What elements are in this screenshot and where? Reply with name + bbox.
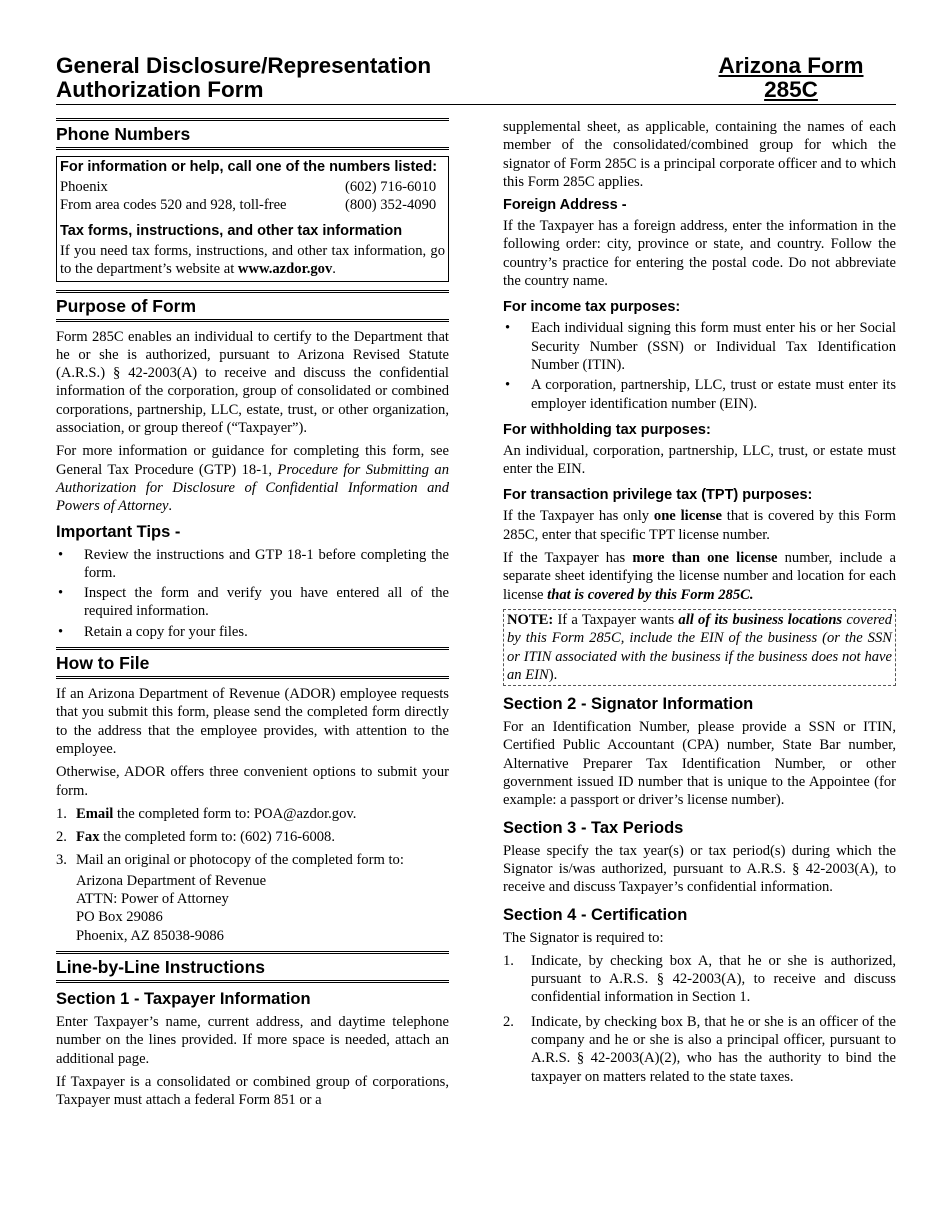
withholding-tax-paragraph: An individual, corporation, partnership, LLC, trust, or estate must enter the EIN. bbox=[503, 442, 896, 478]
purpose-heading: Purpose of Form bbox=[56, 290, 449, 322]
tax-info-heading: Tax forms, instructions, and other tax information bbox=[60, 223, 403, 239]
list-item: 2. Fax the completed form to: (602) 716-6008. bbox=[56, 829, 335, 846]
line-by-line-heading: Line-by-Line Instructions bbox=[56, 951, 449, 983]
list-item: 2. Indicate, by checking box B, that he or she is an officer of the company and he or she is also a principal officer, pursuant to A.R.S. § 42-2003(A)(2), who has the authority to bind the taxpayer on matters related to the state taxes. bbox=[503, 1013, 896, 1085]
foreign-address-heading: Foreign Address - bbox=[503, 197, 627, 214]
list-item: 1. Indicate, by checking box A, that he or she is authorized, pursuant to A.R.S. § 42-2003(A), to receive and discuss confidential information in Section 1. bbox=[503, 952, 896, 1006]
continued-paragraph: supplemental sheet, as applicable, containing the names of each member of the consolidated/combined group for which the signator of Form 285C is a principal corporate officer and to which this Form 285C applies. bbox=[503, 119, 896, 190]
section-3-heading: Section 3 - Tax Periods bbox=[503, 818, 684, 837]
tpt-paragraph-2: If the Taxpayer has more than one license number, include a separate sheet identifying the license number and location for each license that is covered by this Form 285C. bbox=[503, 550, 896, 603]
foreign-address-paragraph: If the Taxpayer has a foreign address, enter the information in the following order: city, province or state, and country. Follow the country’s practice for entering the postal code. Do not abbreviate the country name. bbox=[503, 218, 896, 290]
filing-options-list bbox=[56, 805, 449, 870]
tax-info-text: If you need tax forms, instructions, and other tax information, go to the department’s website at www.azdor.gov. bbox=[60, 243, 445, 278]
section-1-heading: Section 1 - Taxpayer Information bbox=[56, 989, 311, 1008]
important-tips-heading: Important Tips - bbox=[56, 522, 181, 541]
phone-row bbox=[60, 196, 445, 214]
withholding-tax-heading: For withholding tax purposes: bbox=[503, 421, 711, 438]
list-item: • Review the instructions and GTP 18-1 before completing the form. bbox=[56, 546, 449, 583]
address-line: PO Box 29086 bbox=[76, 909, 163, 926]
section-2-heading: Section 2 - Signator Information bbox=[503, 695, 754, 714]
section-4-heading: Section 4 - Certification bbox=[503, 905, 688, 924]
how-to-file-paragraph-2: Otherwise, ADOR offers three convenient options to submit your form. bbox=[56, 764, 449, 799]
list-item: 3. Mail an original or photocopy of the completed form to: bbox=[56, 852, 404, 869]
phone-numbers-heading: Phone Numbers bbox=[56, 118, 449, 150]
list-item: • Inspect the form and verify you have entered all of the required information. bbox=[56, 584, 449, 621]
list-item: • Retain a copy for your files. bbox=[56, 623, 449, 641]
phone-row-label: From area codes 520 and 928, toll-free bbox=[60, 197, 287, 213]
how-to-file-heading: How to File bbox=[56, 647, 449, 679]
right-column bbox=[503, 118, 896, 1092]
tips-list bbox=[56, 546, 449, 641]
section-4-intro: The Signator is required to: bbox=[503, 929, 664, 946]
phone-numbers-box bbox=[56, 156, 449, 282]
purpose-paragraph-1: Form 285C enables an individual to certify to the Department that he or she is authorized, pursuant to Arizona Revised Statute (A.R.S.) § 42-2003(A) to receive and discuss the confidential information of the corporation, group of consolidated or combined corporations, partnership, LLC, estate, trust, or other organization, association, or group thereof (“Taxpayer”). bbox=[56, 328, 449, 437]
section-2-paragraph: For an Identification Number, please provide a SSN or ITIN, Certified Public Accountant (CPA) number, State Bar number, Alternative Preparer Tax Identification Number, or other government issued ID number that is unique to the Appointee (for example: a passport or driver’s license number). bbox=[503, 719, 896, 809]
form-number bbox=[700, 54, 882, 102]
phone-row bbox=[60, 178, 445, 196]
how-to-file-paragraph-1: If an Arizona Department of Revenue (ADOR) employee requests that you submit this form, please send the completed form directly to the address that the employee provides, with attention to the employee. bbox=[56, 686, 449, 757]
form-title bbox=[56, 54, 431, 102]
phone-row-number: (602) 716-6010 bbox=[345, 179, 437, 195]
address-line: ATTN: Power of Attorney bbox=[76, 891, 229, 908]
form-title-line1: General Disclosure/Representation bbox=[56, 53, 432, 78]
form-number-line2: 285C bbox=[764, 77, 818, 102]
header-rule bbox=[56, 104, 896, 105]
website-link[interactable]: www.azdor.gov bbox=[237, 261, 333, 278]
form-number-line1: Arizona Form bbox=[718, 53, 864, 78]
income-tax-list bbox=[503, 319, 896, 412]
address-line: Arizona Department of Revenue bbox=[76, 872, 267, 889]
list-item: 1. Email the completed form to: POA@azdor.gov. bbox=[56, 805, 357, 822]
phone-row-number: (800) 352-4090 bbox=[345, 197, 437, 213]
income-tax-heading: For income tax purposes: bbox=[503, 299, 681, 316]
list-item: • A corporation, partnership, LLC, trust or estate must enter its employer identification number (EIN). bbox=[503, 376, 896, 413]
list-item: • Each individual signing this form must enter his or her Social Security Number (SSN) or Individual Tax Identification Number (ITIN). bbox=[503, 319, 896, 374]
note-box: NOTE: If a Taxpayer wants all of its business locations covered by this Form 285C, include the EIN of the business (or the SSN or ITIN associated with the business if the business does not have an EIN). bbox=[503, 609, 896, 686]
certification-list bbox=[503, 952, 896, 1086]
mailing-address bbox=[56, 872, 449, 945]
section-1-paragraph-1: Enter Taxpayer’s name, current address, and daytime telephone number on the lines provided. If more space is needed, attach an additional page. bbox=[56, 1013, 449, 1067]
phone-row-label: Phoenix bbox=[60, 179, 108, 195]
tpt-heading: For transaction privilege tax (TPT) purposes: bbox=[503, 487, 813, 504]
form-title-line2: Authorization Form bbox=[56, 77, 264, 102]
section-3-paragraph: Please specify the tax year(s) or tax period(s) during which the Signator is/was authorized, pursuant to A.R.S. § 42-2003(A), to receive and discuss Taxpayer’s confidential information. bbox=[503, 842, 896, 896]
left-column bbox=[56, 118, 449, 1114]
tpt-paragraph-1: If the Taxpayer has only one license that is covered by this Form 285C, enter that specific TPT license number. bbox=[503, 508, 896, 543]
address-line: Phoenix, AZ 85038-9086 bbox=[76, 927, 224, 944]
section-1-paragraph-2: If Taxpayer is a consolidated or combined group of corporations, Taxpayer must attach a federal Form 851 or a bbox=[56, 1073, 449, 1109]
note-label: NOTE: bbox=[507, 611, 554, 628]
phone-box-heading: For information or help, call one of the numbers listed: bbox=[60, 159, 438, 175]
purpose-paragraph-2: For more information or guidance for completing this form, see General Tax Procedure (GTP) 18-1, Procedure for Submitting an Authorization for Disclosure of Confidential Information and Powers of Attorney. bbox=[56, 443, 449, 515]
